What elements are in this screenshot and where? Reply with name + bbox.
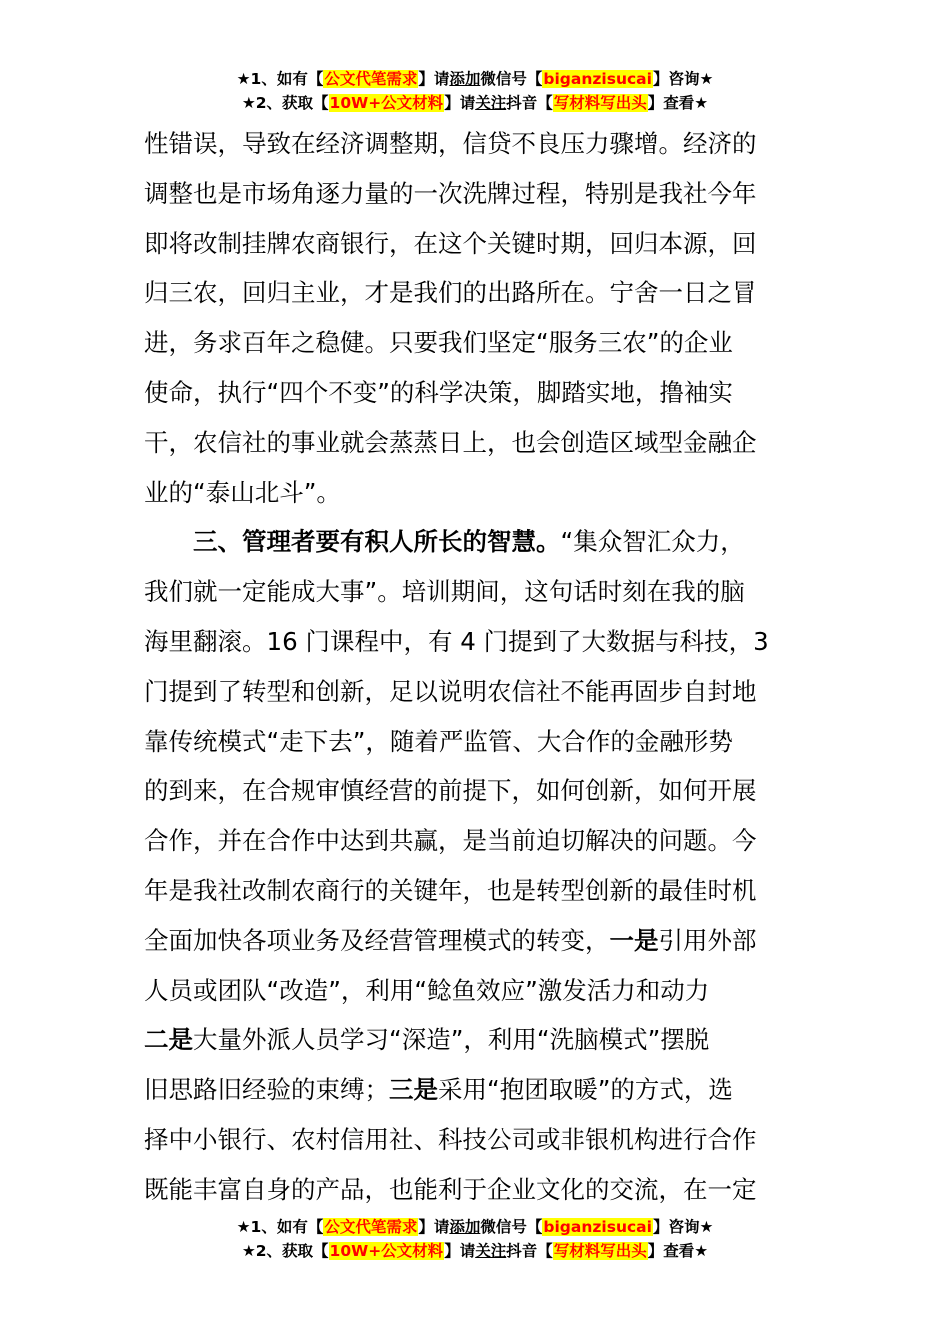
text-line: 门提到了转型和创新，足以说明农信社不能再固步自封地: [144, 676, 757, 706]
text-line: 择中小银行、农村信用社、科技公司或非银机构进行合作: [144, 1124, 757, 1154]
banner-highlight-materials: 10W+公文材料: [329, 1242, 444, 1260]
banner-line-2: [0, 91, 950, 115]
banner-text: ★1、如有【: [236, 70, 324, 88]
section-heading: 三、管理者要有积人所长的智慧。: [193, 527, 561, 557]
banner-highlight-service: 公文代笔需求: [324, 1218, 418, 1236]
banner-highlight-materials: 10W+公文材料: [329, 94, 444, 112]
text-line: 全面加快各项业务及经营管理模式的转变，一是引用外部: [144, 925, 757, 955]
text-line: 调整也是市场角逐力量的一次洗牌过程，特别是我社今年: [144, 178, 757, 208]
bold-marker: 一是: [609, 925, 659, 955]
document-body: [144, 119, 808, 1215]
text-line: 二是大量外派人员学习“深造”，利用“洗脑模式”摆脱: [144, 1025, 710, 1055]
text-line: 既能丰富自身的产品，也能利于企业文化的交流，在一定: [144, 1174, 757, 1204]
banner-text: ★1、如有【: [236, 1218, 324, 1236]
text-line: 即将改制挂牌农商银行，在这个关键时期，回归本源，回: [144, 228, 757, 258]
header-banner: [0, 67, 950, 115]
banner-line-1: [0, 67, 950, 91]
banner-highlight-wechat-id: biganzisucai: [543, 70, 652, 88]
text-line: 归三农，回归主业，才是我们的出路所在。宁舍一日之冒: [144, 278, 757, 308]
text-line: 靠传统模式“走下去”，随着严监管、大合作的金融形势: [144, 726, 733, 756]
text-line: 干，农信社的事业就会蒸蒸日上，也会创造区域型金融企: [144, 427, 757, 457]
banner-underlined-text: 添加: [449, 1218, 481, 1236]
banner-text: 微信号【: [480, 1218, 543, 1236]
banner-highlight-service: 公文代笔需求: [324, 70, 418, 88]
banner-text: 抖音【: [506, 94, 553, 112]
text-line: 人员或团队“改造”，利用“鲶鱼效应”激发活力和动力: [144, 975, 710, 1005]
text-line: 年是我社改制农商行的关键年，也是转型创新的最佳时机: [144, 875, 757, 905]
banner-highlight-douyin: 写材料写出头: [553, 94, 647, 112]
section-heading-line: 三、管理者要有积人所长的智慧。“集众智汇众力，: [193, 527, 745, 557]
banner-text: 】请: [444, 94, 476, 112]
banner-text: 抖音【: [506, 1242, 553, 1260]
text-line: 我们就一定能成大事”。培训期间，这句话时刻在我的脑: [144, 577, 745, 607]
banner-underlined-text: 添加: [449, 70, 481, 88]
banner-line-2: [0, 1239, 950, 1263]
text-line: 旧思路旧经验的束缚；三是采用“抱团取暖”的方式，选: [144, 1075, 733, 1105]
text-line: 使命，执行“四个不变”的科学决策，脚踏实地，撸袖实: [144, 377, 733, 407]
banner-underlined-text: 关注: [475, 94, 507, 112]
banner-highlight-wechat-id: biganzisucai: [543, 1218, 652, 1236]
text-line: 的到来，在合规审慎经营的前提下，如何创新，如何开展: [144, 776, 757, 806]
footer-banner: [0, 1215, 950, 1263]
banner-text: 】查看★: [647, 1242, 709, 1260]
banner-line-1: [0, 1215, 950, 1239]
banner-underlined-text: 关注: [475, 1242, 507, 1260]
banner-text: 】请: [444, 1242, 476, 1260]
banner-text: ★2、获取【: [241, 94, 329, 112]
text-line: 海里翻滚。16 门课程中，有 4 门提到了大数据与科技，3: [144, 626, 769, 656]
banner-text: 】咨询★: [652, 70, 714, 88]
banner-highlight-douyin: 写材料写出头: [553, 1242, 647, 1260]
text-line: 进，务求百年之稳健。只要我们坚定“服务三农”的企业: [144, 328, 733, 358]
banner-text: 微信号【: [480, 70, 543, 88]
text-line: 业的“泰山北斗”。: [144, 477, 341, 507]
bold-marker: 二是: [144, 1025, 193, 1055]
banner-text: ★2、获取【: [241, 1242, 329, 1260]
bold-marker: 三是: [389, 1075, 438, 1105]
banner-text: 】请: [418, 1218, 450, 1236]
banner-text: 】请: [418, 70, 450, 88]
text-line: 性错误，导致在经济调整期，信贷不良压力骤增。经济的: [144, 129, 757, 158]
banner-text: 】查看★: [647, 94, 709, 112]
banner-text: 】咨询★: [652, 1218, 714, 1236]
text-line: 合作，并在合作中达到共赢，是当前迫切解决的问题。今: [144, 826, 757, 856]
